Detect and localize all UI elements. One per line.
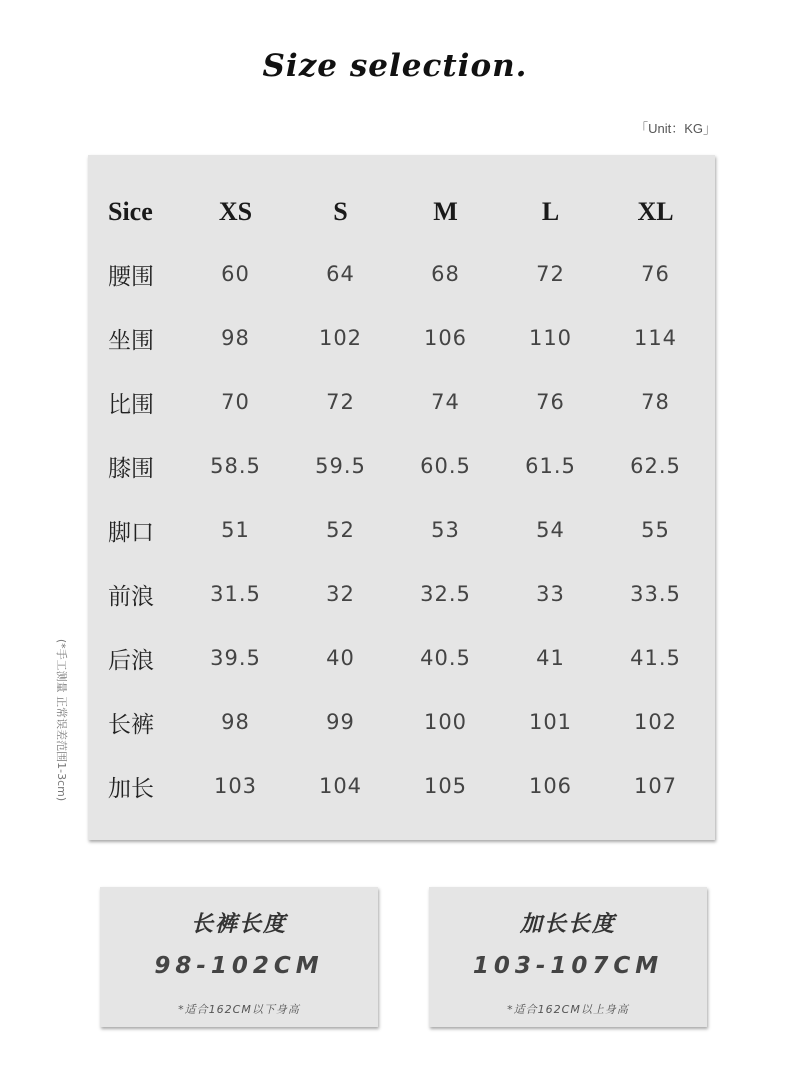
unit-label: 「Unit：KG」 — [635, 121, 716, 136]
table-cell: 59.5 — [315, 454, 366, 478]
table-row — [108, 498, 708, 562]
page-title: Size selection. — [262, 48, 528, 84]
table-cell: 103 — [213, 774, 258, 798]
table-cell: 41 — [536, 646, 565, 670]
row-label: 长裤 — [108, 711, 154, 738]
table-row — [108, 434, 708, 498]
header-cell: XS — [218, 197, 253, 226]
table-cell: 98 — [221, 710, 250, 734]
table-cell: 60.5 — [420, 454, 471, 478]
table-cell: 105 — [423, 774, 468, 798]
table-cell: 106 — [528, 774, 573, 798]
card-note: *适合162CM以下身高 — [178, 1003, 300, 1016]
table-cell: 40 — [326, 646, 355, 670]
card-range: 98-102CM — [154, 953, 324, 979]
table-row — [108, 242, 708, 306]
table-row — [108, 690, 708, 754]
table-row — [108, 306, 708, 370]
table-cell: 52 — [326, 518, 355, 542]
row-label: 膝围 — [108, 455, 154, 482]
table-cell: 32 — [326, 582, 355, 606]
row-label: 腰围 — [108, 263, 154, 290]
measurement-note: (*手工测量 正常误差范围1-3cm) — [55, 638, 68, 802]
card-title: 长裤长度 — [190, 912, 287, 937]
row-label: 脚口 — [108, 519, 154, 546]
row-label: 后浪 — [108, 647, 154, 674]
table-cell: 62.5 — [630, 454, 681, 478]
table-cell: 100 — [423, 710, 468, 734]
table-cell: 102 — [633, 710, 678, 734]
card-note: *适合162CM以上身高 — [507, 1003, 629, 1016]
table-cell: 33.5 — [630, 582, 681, 606]
table-cell: 58.5 — [210, 454, 261, 478]
table-row — [108, 754, 708, 818]
table-row — [108, 370, 708, 434]
table-cell: 99 — [326, 710, 355, 734]
table-cell: 31.5 — [210, 582, 261, 606]
header-cell: M — [433, 197, 458, 226]
table-row — [108, 562, 708, 626]
table-cell: 76 — [641, 262, 670, 286]
table-cell: 39.5 — [210, 646, 261, 670]
table-cell: 41.5 — [630, 646, 681, 670]
table-cell: 54 — [536, 518, 565, 542]
table-cell: 104 — [318, 774, 363, 798]
table-cell: 76 — [536, 390, 565, 414]
table-cell: 110 — [528, 326, 573, 350]
header-cell: L — [541, 197, 560, 226]
card-range: 103-107CM — [472, 953, 664, 979]
table-cell: 68 — [431, 262, 460, 286]
row-label: 加长 — [108, 775, 154, 802]
table-cell: 78 — [641, 390, 670, 414]
card-title: 加长长度 — [519, 912, 616, 937]
table-cell: 32.5 — [420, 582, 471, 606]
table-cell: 74 — [431, 390, 460, 414]
table-cell: 40.5 — [420, 646, 471, 670]
table-cell: 101 — [528, 710, 573, 734]
row-label: 坐围 — [108, 327, 154, 354]
header-cell: XL — [637, 197, 674, 226]
table-cell: 114 — [633, 326, 678, 350]
table-cell: 51 — [221, 518, 250, 542]
size-table-panel — [88, 155, 715, 840]
table-cell: 64 — [326, 262, 355, 286]
table-cell: 72 — [326, 390, 355, 414]
long-length-card — [429, 887, 707, 1027]
size-table — [108, 182, 708, 818]
table-cell: 102 — [318, 326, 363, 350]
row-label: 前浪 — [108, 583, 154, 610]
table-cell: 55 — [641, 518, 670, 542]
table-cell: 72 — [536, 262, 565, 286]
table-cell: 106 — [423, 326, 468, 350]
header-cell: Sice — [108, 197, 153, 226]
table-cell: 98 — [221, 326, 250, 350]
table-row — [108, 626, 708, 690]
regular-length-card — [100, 887, 378, 1027]
header-cell: S — [333, 197, 348, 226]
table-header-row — [108, 182, 708, 242]
table-cell: 107 — [633, 774, 678, 798]
table-cell: 70 — [221, 390, 250, 414]
table-cell: 53 — [431, 518, 460, 542]
row-label: 比围 — [108, 391, 154, 418]
table-cell: 60 — [221, 262, 250, 286]
table-cell: 61.5 — [525, 454, 576, 478]
table-cell: 33 — [536, 582, 565, 606]
